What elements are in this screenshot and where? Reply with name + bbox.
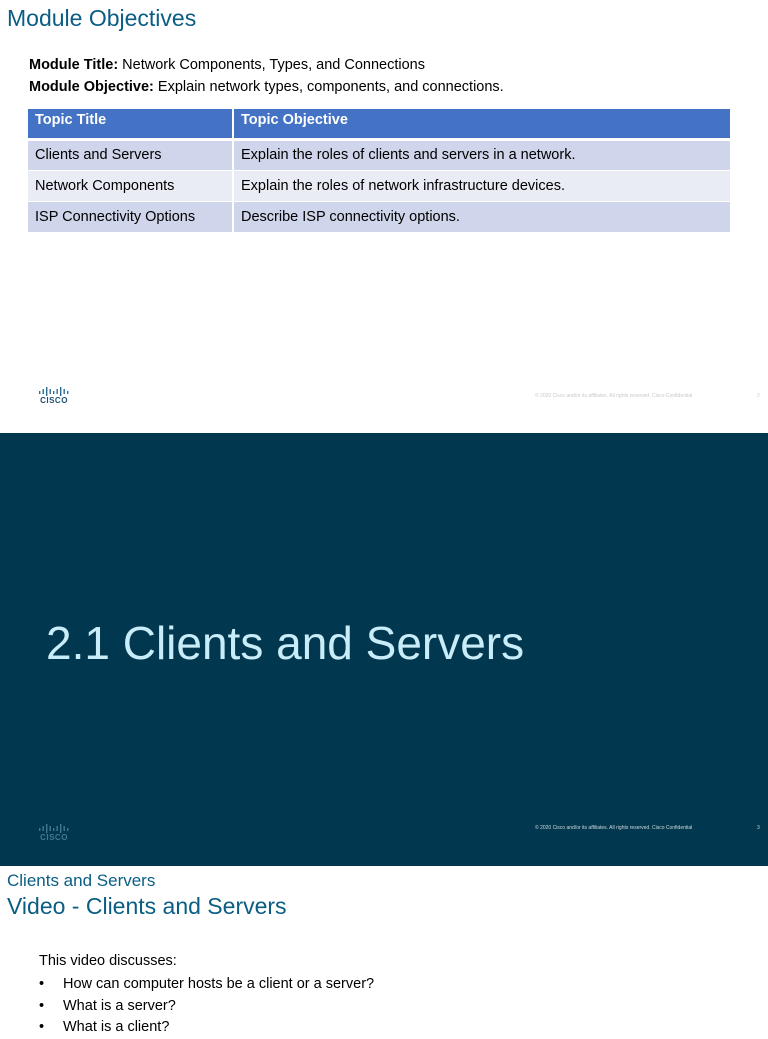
- slide-heading: Video - Clients and Servers: [7, 893, 287, 919]
- cisco-bars-icon: [38, 387, 70, 396]
- section-title: 2.1 Clients and Servers: [46, 617, 525, 669]
- column-header-topic-title: Topic Title: [28, 109, 233, 139]
- slide-video-clients-servers: [0, 866, 768, 1035]
- topic-objective-cell: Explain the roles of clients and servers in a network.: [233, 139, 730, 170]
- cisco-logo: [38, 824, 72, 844]
- table-row: [28, 170, 730, 201]
- bullet-list: [39, 974, 374, 1039]
- cisco-bars-icon: [38, 824, 70, 833]
- cisco-logo-text: CISCO: [40, 396, 68, 405]
- copyright-footer: © 2020 Cisco and/or its affiliates. All rights reserved. Cisco Confidential: [535, 825, 693, 831]
- module-title-line: [29, 54, 425, 76]
- topic-title-cell: Clients and Servers: [28, 139, 233, 170]
- column-header-topic-objective: Topic Objective: [233, 109, 730, 139]
- topic-title-cell: Network Components: [28, 170, 233, 201]
- list-item: • How can computer hosts be a client or a server?: [39, 974, 374, 996]
- page-number: 2: [757, 393, 760, 399]
- topic-title-cell: ISP Connectivity Options: [28, 201, 233, 232]
- module-title-value: Network Components, Types, and Connections: [118, 57, 425, 73]
- slide-section-divider: [0, 433, 768, 866]
- copyright-footer: © 2020 Cisco and/or its affiliates. All rights reserved. Cisco Confidential: [535, 393, 693, 399]
- module-objective-line: [29, 76, 504, 98]
- cisco-logo-text: CISCO: [40, 833, 68, 842]
- module-title-label: Module Title:: [29, 57, 119, 73]
- topics-table: [28, 109, 730, 233]
- table-row: [28, 201, 730, 232]
- table-row: [28, 139, 730, 170]
- topic-objective-cell: Explain the roles of network infrastructure devices.: [233, 170, 730, 201]
- table-header-row: [28, 109, 730, 139]
- cisco-logo: [38, 387, 72, 407]
- page-number: 3: [757, 825, 760, 831]
- module-objective-label: Module Objective:: [29, 79, 154, 95]
- slide-heading: Module Objectives: [7, 5, 197, 31]
- list-item: • What is a server?: [39, 996, 374, 1018]
- intro-text: This video discusses:: [39, 953, 177, 969]
- slide-module-objectives: [0, 0, 768, 433]
- topic-objective-cell: Describe ISP connectivity options.: [233, 201, 730, 232]
- list-item: • What is a client?: [39, 1017, 374, 1039]
- breadcrumb: Clients and Servers: [7, 871, 156, 890]
- module-objective-value: Explain network types, components, and connections.: [153, 79, 504, 95]
